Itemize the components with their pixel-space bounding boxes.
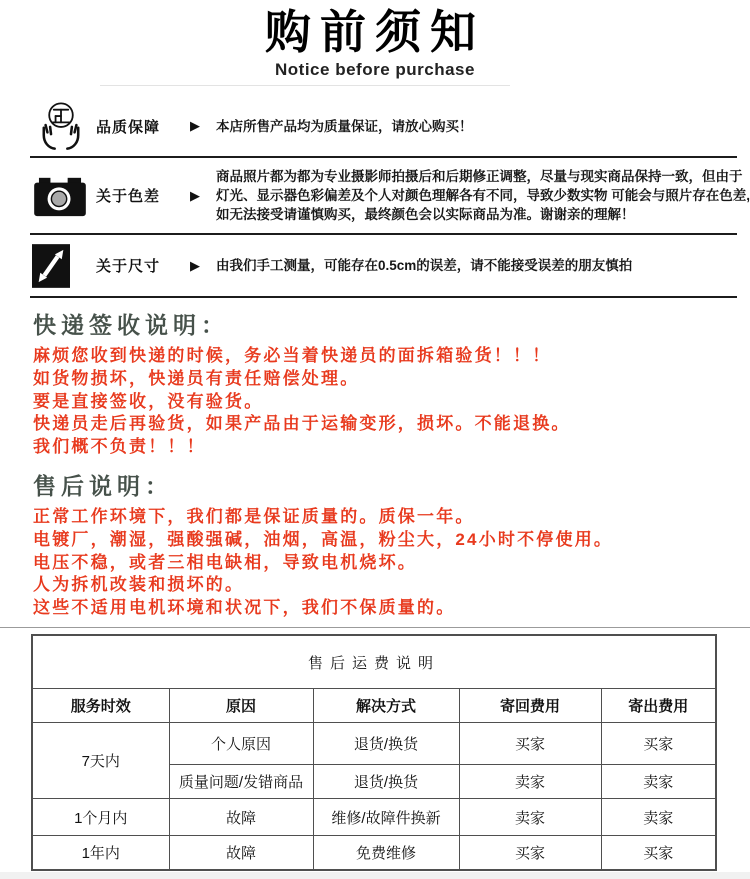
notice-text-line: 本店所售产品均为质量保证，请放心购买！ [216,118,473,134]
aftersales-section [0,472,750,620]
notice-label: 品质保障 [96,118,161,136]
send-fee-cell: 买家 [601,836,716,870]
delivery-heading: 快递签收说明： [33,312,229,338]
reason-cell: 质量问题/发错商品 [169,765,313,799]
period-cell: 1年内 [32,836,169,870]
size-notice-section [30,235,737,298]
delivery-line: 麻烦您收到快递的时候，务必当着快递员的面拆箱验货！！！ [33,346,552,365]
return-fee-cell: 卖家 [459,799,601,836]
send-fee-cell: 买家 [601,723,716,765]
notice-paragraph [216,167,750,224]
table-row [32,836,716,870]
aftersales-line: 正常工作环境下，我们都是保证质量的。质保一年。 [33,506,475,526]
bottom-strip [0,872,750,879]
return-fee-cell: 卖家 [459,765,601,799]
delivery-line: 快递员走后再验货，如果产品由于运输变形，损坏。不能退换。 [33,414,571,434]
delivery-line: 如货物损坏，快递员有责任赔偿处理。 [33,368,360,388]
column-header: 寄出费用 [601,689,716,723]
aftersales-line: 这些不适用电机环境和状况下，我们不保质量的。 [33,598,456,618]
header [0,0,750,86]
solution-cell: 退货/换货 [313,723,459,765]
return-fee-cell: 买家 [459,723,601,765]
solution-cell: 退货/换货 [313,765,459,799]
notice-label: 关于色差 [96,188,161,205]
quality-hands-icon [32,100,96,152]
notice-text-line: 如无法接受请谨慎购买，最终颜色会以实际商品为准。谢谢亲的理解！ [216,207,635,222]
column-header: 解决方式 [313,689,459,723]
triangle-bullet-icon: ▶ [190,257,200,273]
send-fee-cell: 卖家 [601,799,716,836]
aftersales-line: 电压不稳，或者三相电缺相，导致电机烧坏。 [33,552,417,572]
table-row [32,799,716,836]
return-fee-cell: 买家 [459,836,601,870]
column-header: 服务时效 [32,689,169,723]
aftersales-line: 人为拆机改装和损坏的。 [33,575,245,595]
solution-cell: 免费维修 [313,836,459,870]
table-row [32,723,716,765]
color-difference-section [30,158,750,235]
notice-text-line: 灯光、显示器色彩偏差及个人对颜色理解各有不同，导致少数实物 可能会与照片存在色差, [216,188,750,203]
period-cell: 1个月内 [32,799,169,836]
notice-text-line: 由我们手工测量，可能存在0.5cm的误差，请不能接受误差的朋友慎拍 [216,258,633,273]
delivery-line: 要是直接签收，没有验货。 [33,391,264,411]
column-header: 原因 [169,689,313,723]
table-title: 售后运费说明 [32,635,716,689]
notice-text-line: 商品照片都为都为专业摄影师拍摄后和后期修正调整，尽量与现实商品保持一致，但由于 [216,169,743,184]
quality-guarantee-section [30,96,737,158]
aftersales-heading: 售后说明： [33,472,173,499]
column-header: 寄回费用 [459,689,601,723]
period-cell: 7天内 [32,723,169,799]
camera-icon [32,174,96,218]
size-arrow-icon [32,244,96,288]
page-title: 购前须知 [265,6,485,58]
delivery-signoff-section [0,311,750,459]
reason-cell: 故障 [169,799,313,836]
aftersales-shipping-table [31,634,717,871]
table-header-row [32,689,716,723]
reason-cell: 个人原因 [169,723,313,765]
page-subtitle: Notice before purchase [275,60,475,79]
send-fee-cell: 卖家 [601,765,716,799]
delivery-line: 我们概不负责！！！ [33,437,206,457]
title-underline [100,85,510,86]
notice-label: 关于尺寸 [96,258,161,275]
reason-cell: 故障 [169,836,313,870]
solution-cell: 维修/故障件换新 [313,799,459,836]
aftersales-line: 电镀厂，潮湿，强酸强碱，油烟，高温，粉尘大，24小时不停使用。 [33,529,614,549]
section-divider [0,627,750,628]
triangle-bullet-icon: ▶ [190,187,200,203]
table-title-row [32,635,716,689]
triangle-bullet-icon: ▶ [190,118,200,133]
